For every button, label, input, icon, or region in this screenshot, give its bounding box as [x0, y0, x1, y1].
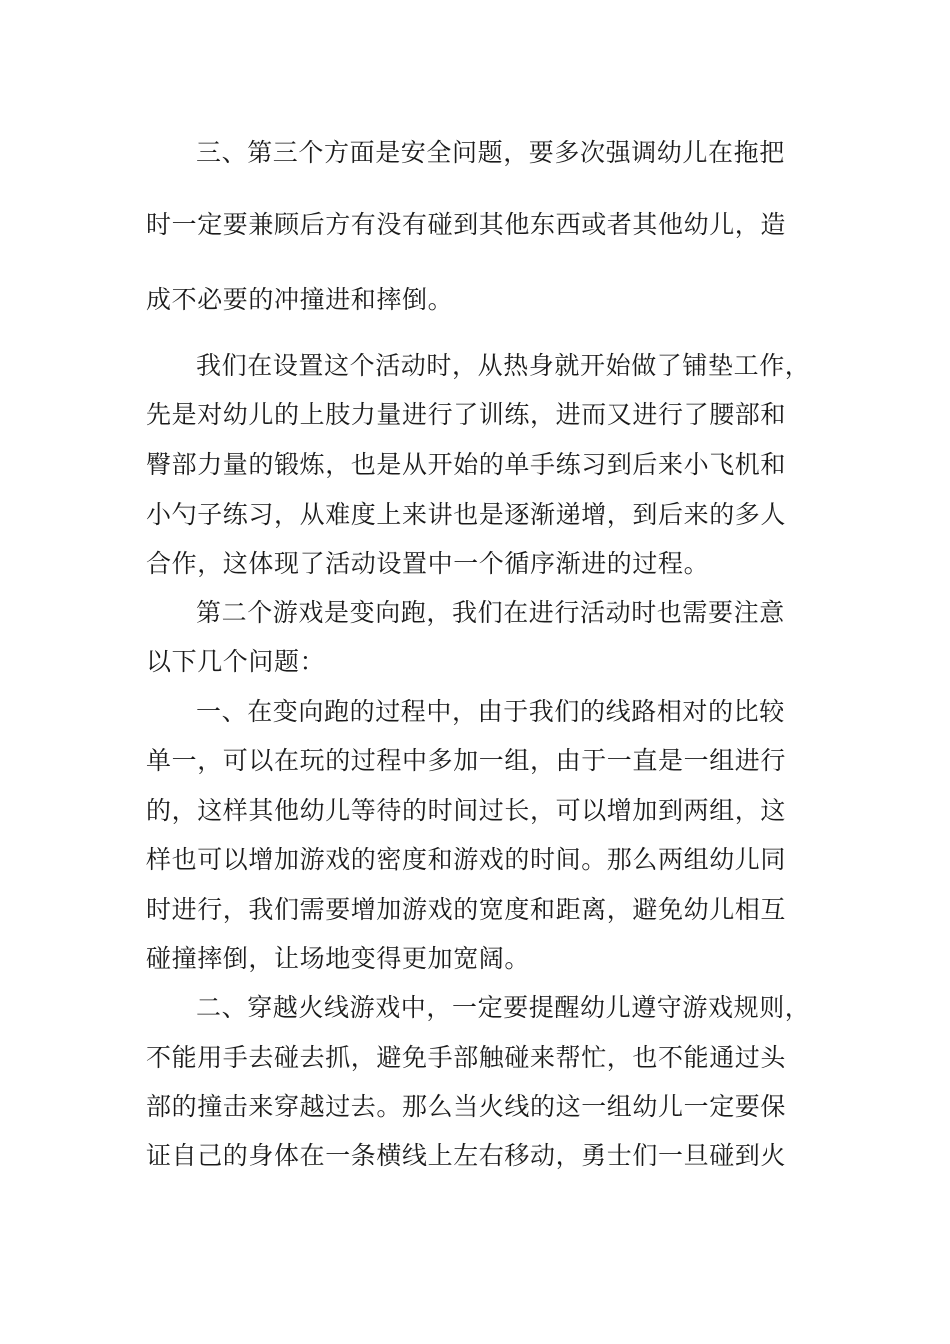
text-line: 以下几个问题： [146, 647, 326, 676]
text-line: 三、第三个方面是安全问题，要多次强调幼儿在拖把 [196, 138, 785, 167]
text-line: 二、穿越火线游戏中，一定要提醒幼儿遵守游戏规则， [196, 993, 811, 1022]
text-line: 合作，这体现了活动设置中一个循序渐进的过程。 [146, 549, 710, 578]
text-line: 臀部力量的锻炼，也是从开始的单手练习到后来小飞机和 [146, 450, 787, 479]
text-line: 第二个游戏是变向跑，我们在进行活动时也需要注意 [196, 598, 785, 627]
text-line: 我们在设置这个活动时，从热身就开始做了铺垫工作， [196, 351, 811, 380]
text-line: 证自己的身体在一条横线上左右移动，勇士们一旦碰到火 [146, 1141, 787, 1170]
text-line: 一、在变向跑的过程中，由于我们的线路相对的比较 [196, 697, 785, 726]
text-line: 的，这样其他幼儿等待的时间过长，可以增加到两组，这 [146, 796, 787, 825]
text-line: 不能用手去碰去抓，避免手部触碰来帮忙，也不能通过头 [146, 1043, 787, 1072]
text-line: 部的撞击来穿越过去。那么当火线的这一组幼儿一定要保 [146, 1092, 787, 1121]
text-line: 成不必要的冲撞进和摔倒。 [146, 285, 454, 314]
text-line: 碰撞摔倒，让场地变得更加宽阔。 [146, 944, 531, 973]
text-line: 单一，可以在玩的过程中多加一组，由于一直是一组进行 [146, 746, 787, 775]
text-line: 时进行，我们需要增加游戏的宽度和距离，避免幼儿相互 [146, 895, 787, 924]
text-line: 时一定要兼顾后方有没有碰到其他东西或者其他幼儿，造 [146, 210, 787, 239]
text-line: 样也可以增加游戏的密度和游戏的时间。那么两组幼儿同 [146, 845, 787, 874]
text-line: 先是对幼儿的上肢力量进行了训练，进而又进行了腰部和 [146, 400, 787, 429]
text-line: 小勺子练习，从难度上来讲也是逐渐递增，到后来的多人 [146, 500, 787, 529]
